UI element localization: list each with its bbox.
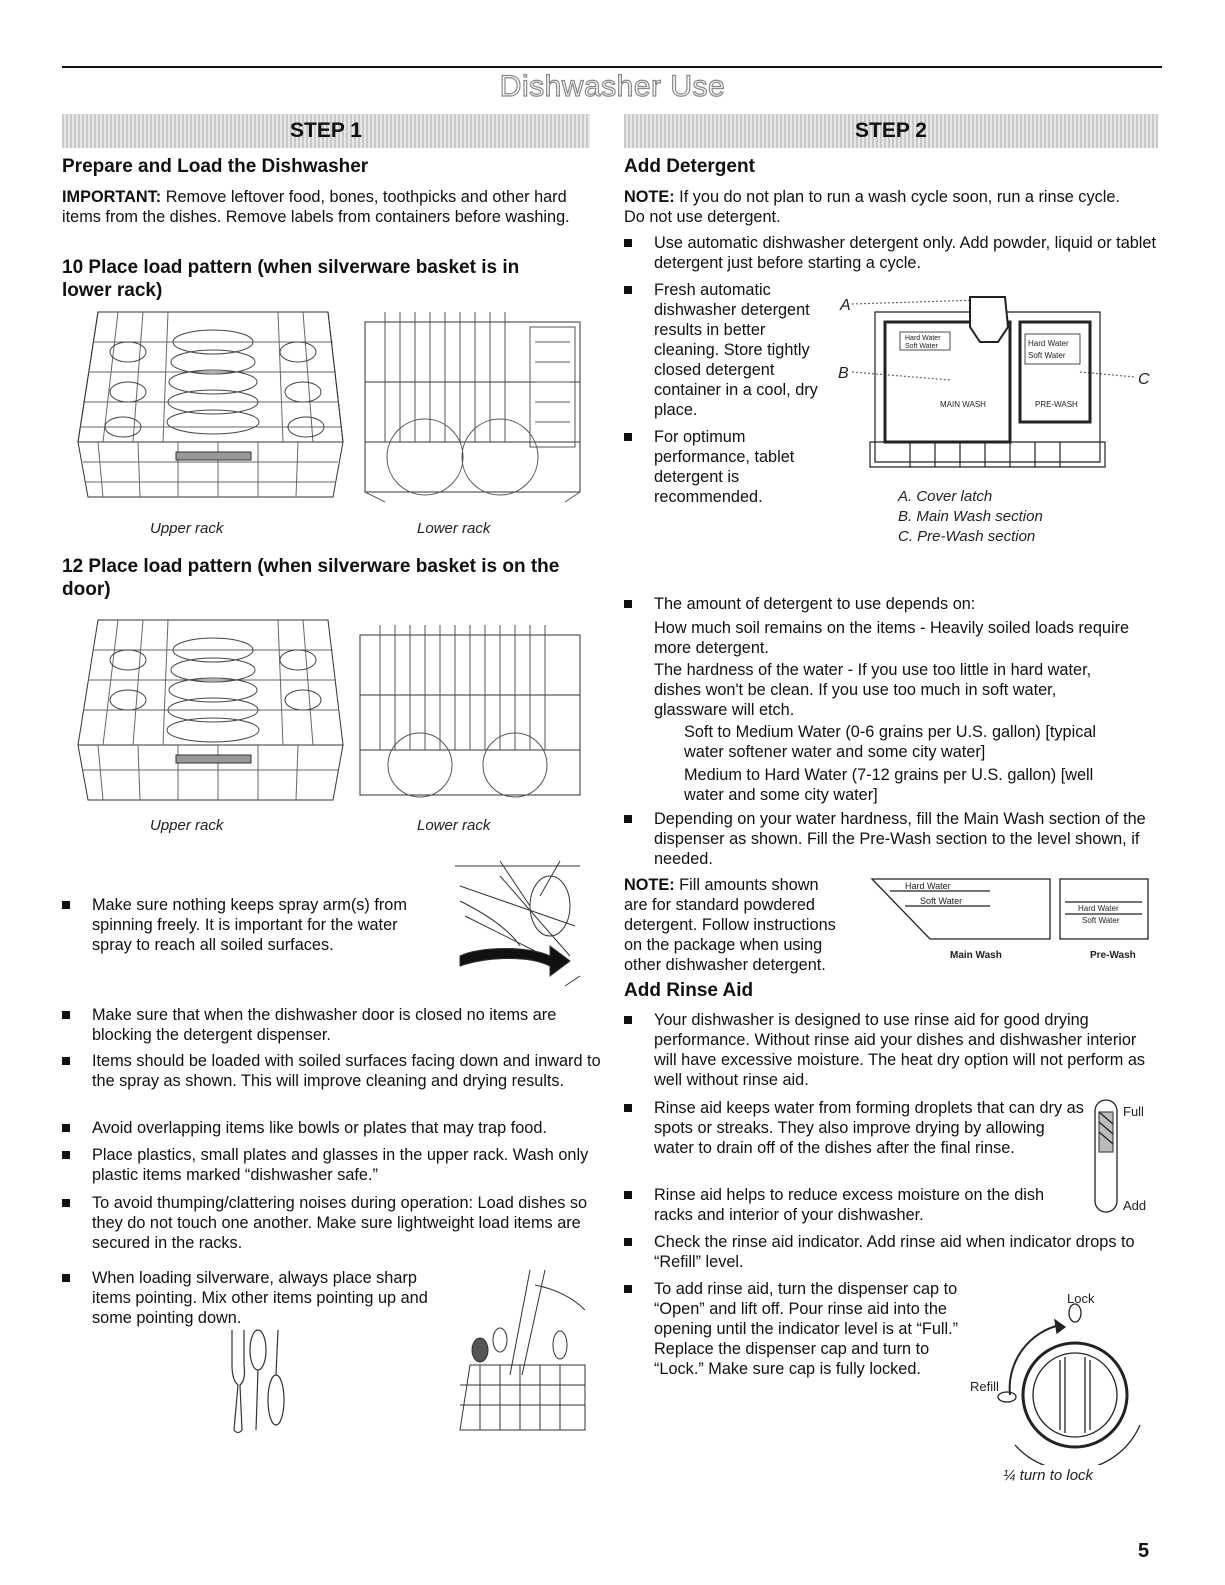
header-rule xyxy=(62,66,1162,68)
step-2-banner xyxy=(624,114,1158,148)
step-2-label: STEP 2 xyxy=(855,119,927,142)
prepare-heading: Prepare and Load the Dishwasher xyxy=(62,156,369,177)
step-1-label: STEP 1 xyxy=(290,119,362,142)
dispenser-label-a: A xyxy=(840,297,851,314)
rinse-aid-indicator xyxy=(1085,1092,1160,1222)
dispenser-soft-water-main: Soft Water xyxy=(905,343,938,350)
det-bullet-automatic: Use automatic dishwasher detergent only. Add powder, liquid or tablet detergent just before starting a cycle. xyxy=(624,233,1168,273)
fill-hard-water-pre: Hard Water xyxy=(1078,904,1119,913)
fill-soft-water-main: Soft Water xyxy=(920,896,963,906)
note2-text: Fill amounts shown are for standard powdered detergent. Follow instructions on the package when using other dishwasher detergent. xyxy=(624,876,836,974)
note-text: If you do not plan to run a wash cycle soon, run a rinse cycle. Do not use detergent. xyxy=(624,188,1120,226)
fill-bullet: Depending on your water hardness, fill the Main Wash section of the dispenser as shown. Fill the Pre-Wash section to the level shown, if needed. xyxy=(624,809,1168,869)
page-title: Dishwasher Use xyxy=(499,70,726,103)
dispenser-caption-a: A. Cover latch xyxy=(898,488,993,505)
note2-paragraph xyxy=(624,875,846,975)
rinse-heading: Add Rinse Aid xyxy=(624,980,754,1001)
dispenser-hard-water-pre: Hard Water xyxy=(1028,339,1069,348)
spray-arm-illustration xyxy=(440,856,590,996)
important-paragraph xyxy=(62,187,590,227)
det-bullet-fresh: Fresh automatic dishwasher detergent results in better cleaning. Store tightly closed detergent container in a cool, dry place. xyxy=(624,280,824,420)
pattern-10-heading: 10 Place load pattern (when silverware basket is in lower rack) xyxy=(62,257,520,301)
dispenser-main-wash: MAIN WASH xyxy=(940,400,986,409)
upper-rack-illustration-1 xyxy=(58,302,348,507)
left-bullet-silverware: When loading silverware, always place sharp items pointing. Mix other items pointing up and some pointing down. xyxy=(62,1268,452,1328)
left-bullet-door-closed: Make sure that when the dishwasher door is closed no items are blocking the detergent dispenser. xyxy=(62,1005,607,1045)
upper-rack-caption-1: Upper rack xyxy=(150,520,224,537)
cap-caption: ¼ turn to lock xyxy=(1003,1467,1094,1484)
left-bullet-noises: To avoid thumping/clattering noises during operation: Load dishes so they do not touch one another. Make sure lightweight load items are secured in the racks. xyxy=(62,1193,620,1253)
left-bullet-soiled-surfaces: Items should be loaded with soiled surfaces facing down and inward to the spray as shown. This will improve cleaning and drying results. xyxy=(62,1051,617,1091)
left-bullet-overlapping: Avoid overlapping items like bowls or plates that may trap food. xyxy=(62,1118,620,1138)
silverware-illustration xyxy=(220,1325,290,1435)
dispenser-label-c: C xyxy=(1138,371,1150,388)
left-bullet-spray-arm: Make sure nothing keeps spray arm(s) from spinning freely. It is important for the water spray to reach all soiled surfaces. xyxy=(62,895,437,955)
dispenser-pre-wash: PRE-WASH xyxy=(1035,400,1078,409)
dispenser-label-b: B xyxy=(838,365,849,382)
dispenser-caption-c: C. Pre-Wash section xyxy=(898,528,1036,545)
important-text: Remove leftover food, bones, toothpicks and other hard items from the dishes. Remove labels from containers before washing. xyxy=(62,188,570,226)
fill-pre-wash-label: Pre-Wash xyxy=(1090,950,1136,961)
silverware-basket-illustration xyxy=(450,1265,590,1435)
indicator-add-label: Add xyxy=(1123,1198,1147,1213)
fill-hard-water-main: Hard Water xyxy=(905,881,951,891)
note-label: NOTE: xyxy=(624,188,675,206)
rinse-cap-diagram xyxy=(965,1285,1155,1465)
fill-soft-water-pre: Soft Water xyxy=(1082,916,1120,925)
rinse-bullet-designed: Your dishwasher is designed to use rinse aid for good drying performance. Without rinse aid your dishes and dishwasher interior will have excessive moisture. The heat dry option will not perform as well without rinse aid. xyxy=(624,1010,1159,1090)
rinse-bullet-droplets: Rinse aid keeps water from forming droplets that can dry as spots or streaks. They also improve drying by allowing water to drain off of the dishes after the final rinse. xyxy=(624,1098,1084,1158)
important-label: IMPORTANT: xyxy=(62,188,162,206)
pattern-12-heading: 12 Place load pattern (when silverware basket is on the door) xyxy=(62,556,560,600)
rinse-bullet-moisture: Rinse aid helps to reduce excess moisture on the dish racks and interior of your dishwasher. xyxy=(624,1185,1074,1225)
lower-rack-illustration-1 xyxy=(355,302,590,507)
dispenser-hard-water-main: Hard Water xyxy=(905,335,941,342)
dispenser-soft-water-pre: Soft Water xyxy=(1028,351,1066,360)
lower-rack-caption-2: Lower rack xyxy=(417,817,491,834)
medium-hard-water: Medium to Hard Water (7-12 grains per U.S. gallon) [well water and some city water] xyxy=(684,766,1094,804)
fill-main-wash-label: Main Wash xyxy=(950,950,1002,961)
amount-bullet: The amount of detergent to use depends on: xyxy=(624,594,1168,614)
upper-rack-caption-2: Upper rack xyxy=(150,817,224,834)
amount-soil: How much soil remains on the items - Heavily soiled loads require more detergent. xyxy=(654,619,1130,657)
amount-hardness: The hardness of the water - If you use too little in hard water, dishes won't be clean. If you use too much in soft water, glassware will etch. xyxy=(654,661,1092,719)
page-number: 5 xyxy=(1138,1540,1150,1562)
detergent-heading: Add Detergent xyxy=(624,156,755,177)
det-bullet-tablet: For optimum performance, tablet detergent is recommended. xyxy=(624,427,824,507)
step-1-banner xyxy=(62,114,590,148)
note2-label: NOTE: xyxy=(624,876,675,894)
upper-rack-illustration-2 xyxy=(58,610,348,810)
left-bullet-plastics: Place plastics, small plates and glasses in the upper rack. Wash only plastic items marked “dishwasher safe.” xyxy=(62,1145,592,1185)
lower-rack-illustration-2 xyxy=(350,615,590,810)
note-paragraph xyxy=(624,187,1134,227)
indicator-full-label: Full xyxy=(1123,1104,1144,1119)
lower-rack-caption-1: Lower rack xyxy=(417,520,491,537)
cap-lock-label: Lock xyxy=(1067,1291,1095,1306)
soft-medium-water: Soft to Medium Water (0-6 grains per U.S. gallon) [typical water softener water and some city water] xyxy=(684,723,1097,761)
rinse-bullet-add: To add rinse aid, turn the dispenser cap to “Open” and lift off. Pour rinse aid into the opening until the indicator level is at “Full.” Replace the dispenser cap and turn to “Lock.” Make sure cap is fully locked. xyxy=(624,1279,969,1379)
fill-level-diagram xyxy=(860,874,1155,969)
cap-refill-label: Refill xyxy=(970,1379,999,1394)
dispenser-caption-b: B. Main Wash section xyxy=(898,508,1043,525)
rinse-bullet-check: Check the rinse aid indicator. Add rinse aid when indicator drops to “Refill” level. xyxy=(624,1232,1144,1272)
dispenser-diagram xyxy=(830,282,1160,482)
